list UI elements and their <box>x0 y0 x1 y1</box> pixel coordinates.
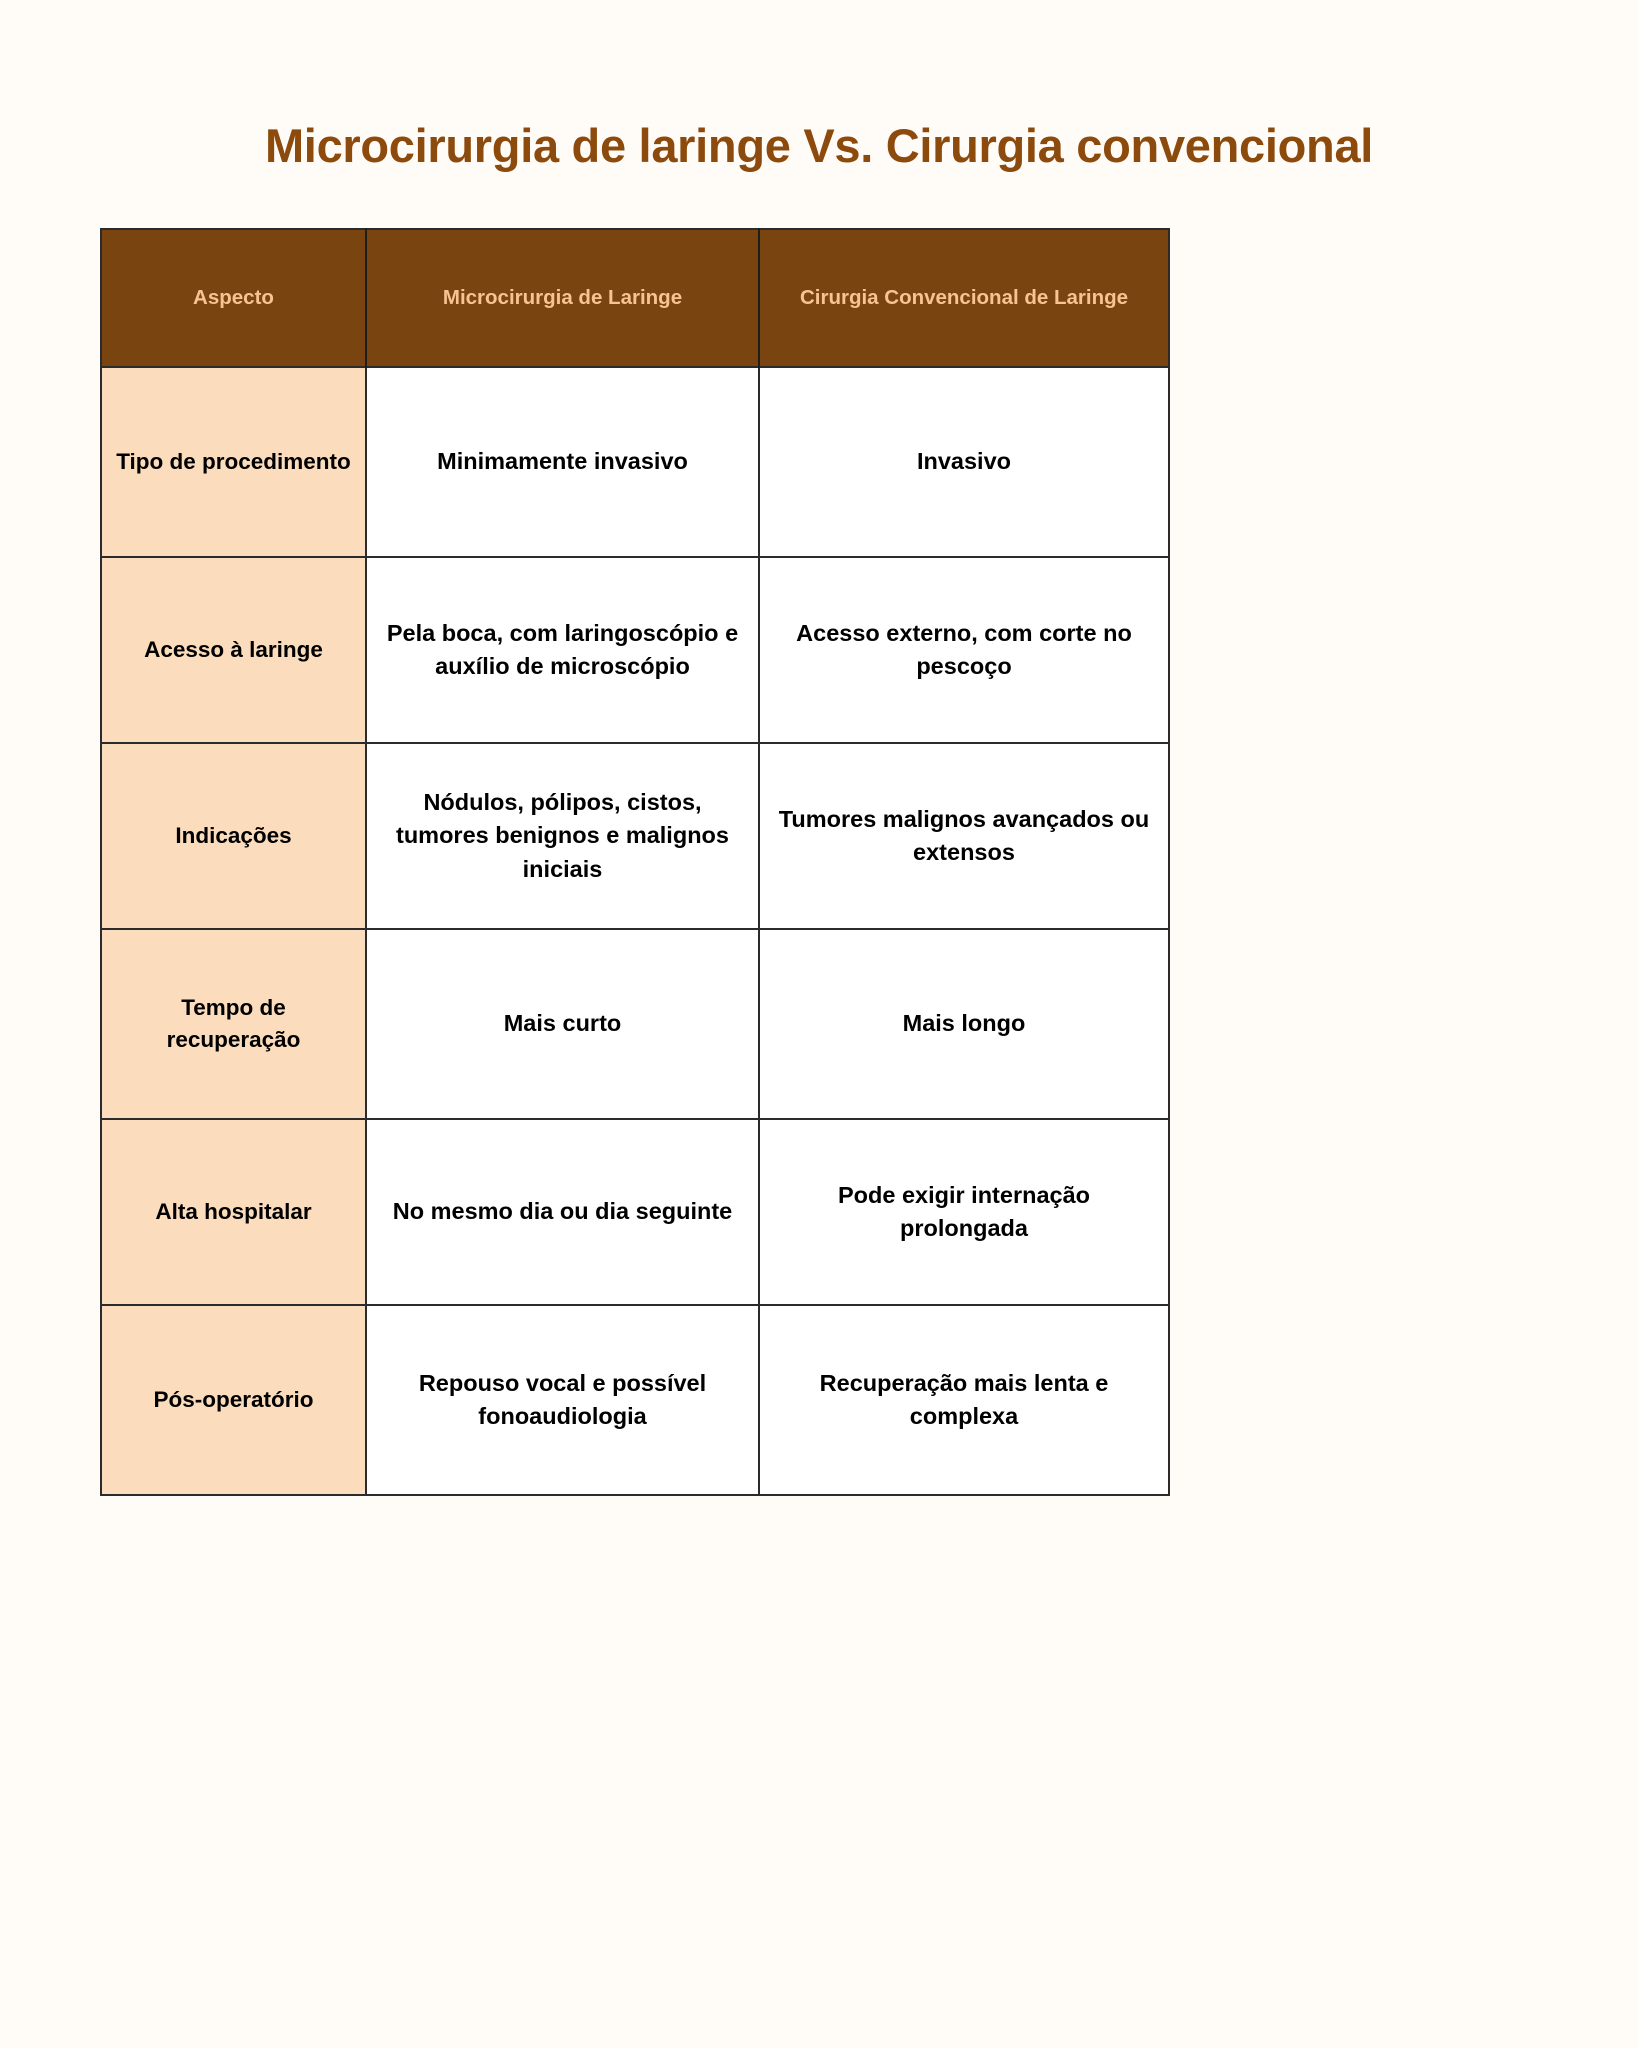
table-row <box>101 557 1169 743</box>
table-row <box>101 367 1169 557</box>
cell-micro-tipo-de-procedimento: Minimamente invasivo <box>366 367 759 557</box>
table-body <box>101 367 1169 1495</box>
cell-micro-acesso-a-laringe: Pela boca, com laringoscópio e auxílio de microscópio <box>366 557 759 743</box>
row-label-alta-hospitalar: Alta hospitalar <box>101 1119 366 1305</box>
cell-conv-tipo-de-procedimento: Invasivo <box>759 367 1169 557</box>
comparison-table <box>100 228 1170 1496</box>
column-header-microcirurgia: Microcirurgia de Laringe <box>366 229 759 367</box>
cell-conv-alta-hospitalar: Pode exigir internação prolongada <box>759 1119 1169 1305</box>
table-header <box>101 229 1169 367</box>
row-label-pos-operatorio: Pós-operatório <box>101 1305 366 1495</box>
table-row <box>101 929 1169 1119</box>
table-row <box>101 1305 1169 1495</box>
table-row <box>101 743 1169 929</box>
row-label-acesso-a-laringe: Acesso à laringe <box>101 557 366 743</box>
column-header-aspecto: Aspecto <box>101 229 366 367</box>
row-label-tipo-de-procedimento: Tipo de procedimento <box>101 367 366 557</box>
table-header-row <box>101 229 1169 367</box>
comparison-table-container <box>100 228 1168 1496</box>
table-row <box>101 1119 1169 1305</box>
cell-micro-pos-operatorio: Repouso vocal e possível fonoaudiologia <box>366 1305 759 1495</box>
cell-conv-tempo-de-recuperacao: Mais longo <box>759 929 1169 1119</box>
cell-conv-acesso-a-laringe: Acesso externo, com corte no pescoço <box>759 557 1169 743</box>
cell-micro-indicacoes: Nódulos, pólipos, cistos, tumores benignos e malignos iniciais <box>366 743 759 929</box>
column-header-cirurgia-convencional: Cirurgia Convencional de Laringe <box>759 229 1169 367</box>
row-label-tempo-de-recuperacao: Tempo de recuperação <box>101 929 366 1119</box>
page-title: Microcirurgia de laringe Vs. Cirurgia convencional <box>264 119 1374 173</box>
cell-conv-pos-operatorio: Recuperação mais lenta e complexa <box>759 1305 1169 1495</box>
row-label-indicacoes: Indicações <box>101 743 366 929</box>
cell-conv-indicacoes: Tumores malignos avançados ou extensos <box>759 743 1169 929</box>
cell-micro-alta-hospitalar: No mesmo dia ou dia seguinte <box>366 1119 759 1305</box>
cell-micro-tempo-de-recuperacao: Mais curto <box>366 929 759 1119</box>
